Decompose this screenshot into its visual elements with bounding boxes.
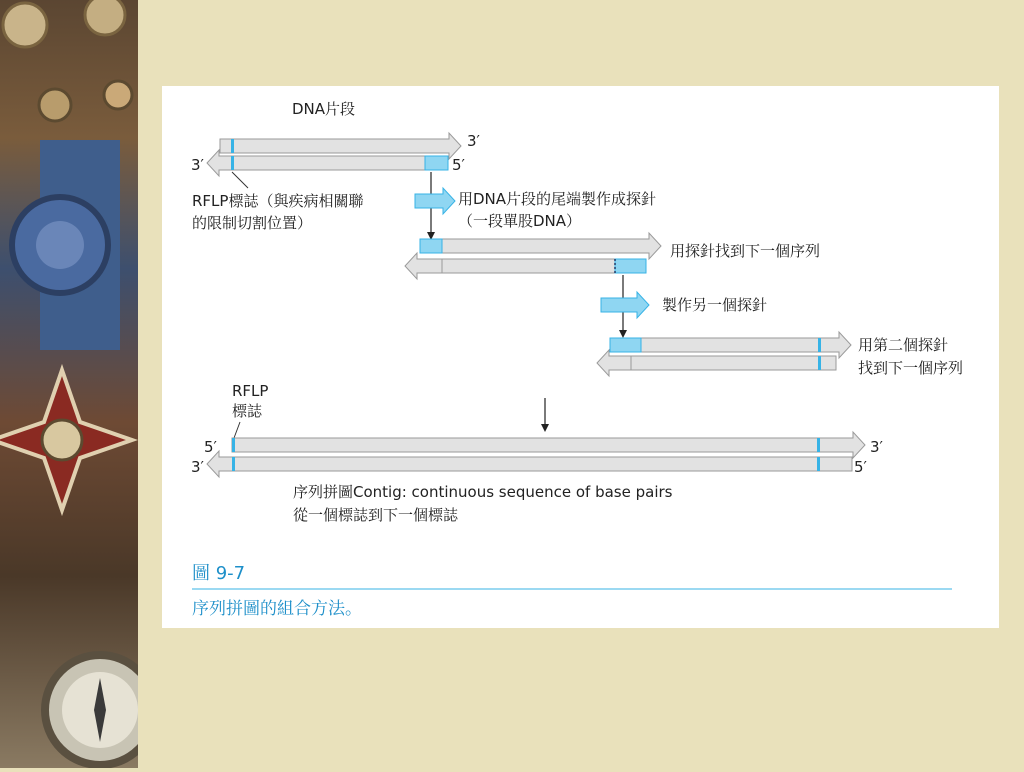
rflp-marker-top (231, 139, 234, 153)
figure-number: 圖 9-7 (192, 563, 246, 584)
contig-left-3prime: 3′ (191, 458, 204, 476)
dna-bottom-strand (207, 150, 448, 176)
make-probe-2-label: 製作另一個探針 (662, 296, 768, 314)
find-next-2-line1: 用第二個探針 (858, 336, 949, 354)
probe-bound-segment-2 (610, 338, 641, 352)
figure-caption: 序列拼圖的組合方法。 (192, 599, 362, 619)
probe-step-line2: （一段單股DNA） (458, 212, 582, 230)
top-right-3prime: 3′ (467, 132, 480, 150)
dna2-bottom-strand (405, 253, 646, 279)
dna-top-strand (220, 133, 461, 159)
rflp-label-line1: RFLP標誌（與疾病相關聯 (192, 192, 364, 210)
contig-description-line2: 從一個標誌到下一個標誌 (293, 506, 459, 524)
contig-diagram (162, 86, 999, 628)
end-segment-highlight (425, 156, 448, 170)
end-segment-highlight-2 (615, 259, 646, 273)
dna3-bottom-strand (597, 350, 836, 376)
probe-bound-segment-1 (420, 239, 442, 253)
probe-arrow-2 (601, 292, 649, 318)
top-left-3prime: 3′ (191, 156, 204, 174)
find-next-1-label: 用探針找到下一個序列 (670, 242, 821, 260)
find-next-2-line2: 找到下一個序列 (858, 359, 964, 377)
probe-step-line1: 用DNA片段的尾端製作成探針 (458, 190, 657, 208)
contig-description-line1: 序列拼圖Contig: continuous sequence of base pairs (293, 483, 673, 501)
contig-bottom-strand (207, 451, 852, 477)
probe-arrow-1 (415, 188, 455, 214)
contig-right-3prime: 3′ (870, 438, 883, 456)
dna2-top-strand (420, 233, 661, 259)
rflp-label-line2: 的限制切割位置） (192, 214, 313, 232)
dna3-top-strand (610, 332, 851, 358)
contig-top-strand (232, 432, 865, 458)
contig-left-5prime: 5′ (204, 438, 217, 456)
rflp-marker-line2: 標誌 (232, 402, 263, 420)
contig-right-5prime: 5′ (854, 458, 867, 476)
decorative-sidebar-image (0, 0, 138, 768)
dna-fragment-title: DNA片段 (292, 100, 356, 118)
rflp-marker-line1: RFLP (232, 382, 269, 400)
top-right-5prime: 5′ (452, 156, 465, 174)
rflp-pointer (232, 172, 248, 188)
medal-decoration-icon (0, 0, 138, 768)
figure-panel (162, 86, 999, 628)
rflp-marker-bottom (231, 156, 234, 170)
rflp-marker-pointer (234, 422, 240, 438)
